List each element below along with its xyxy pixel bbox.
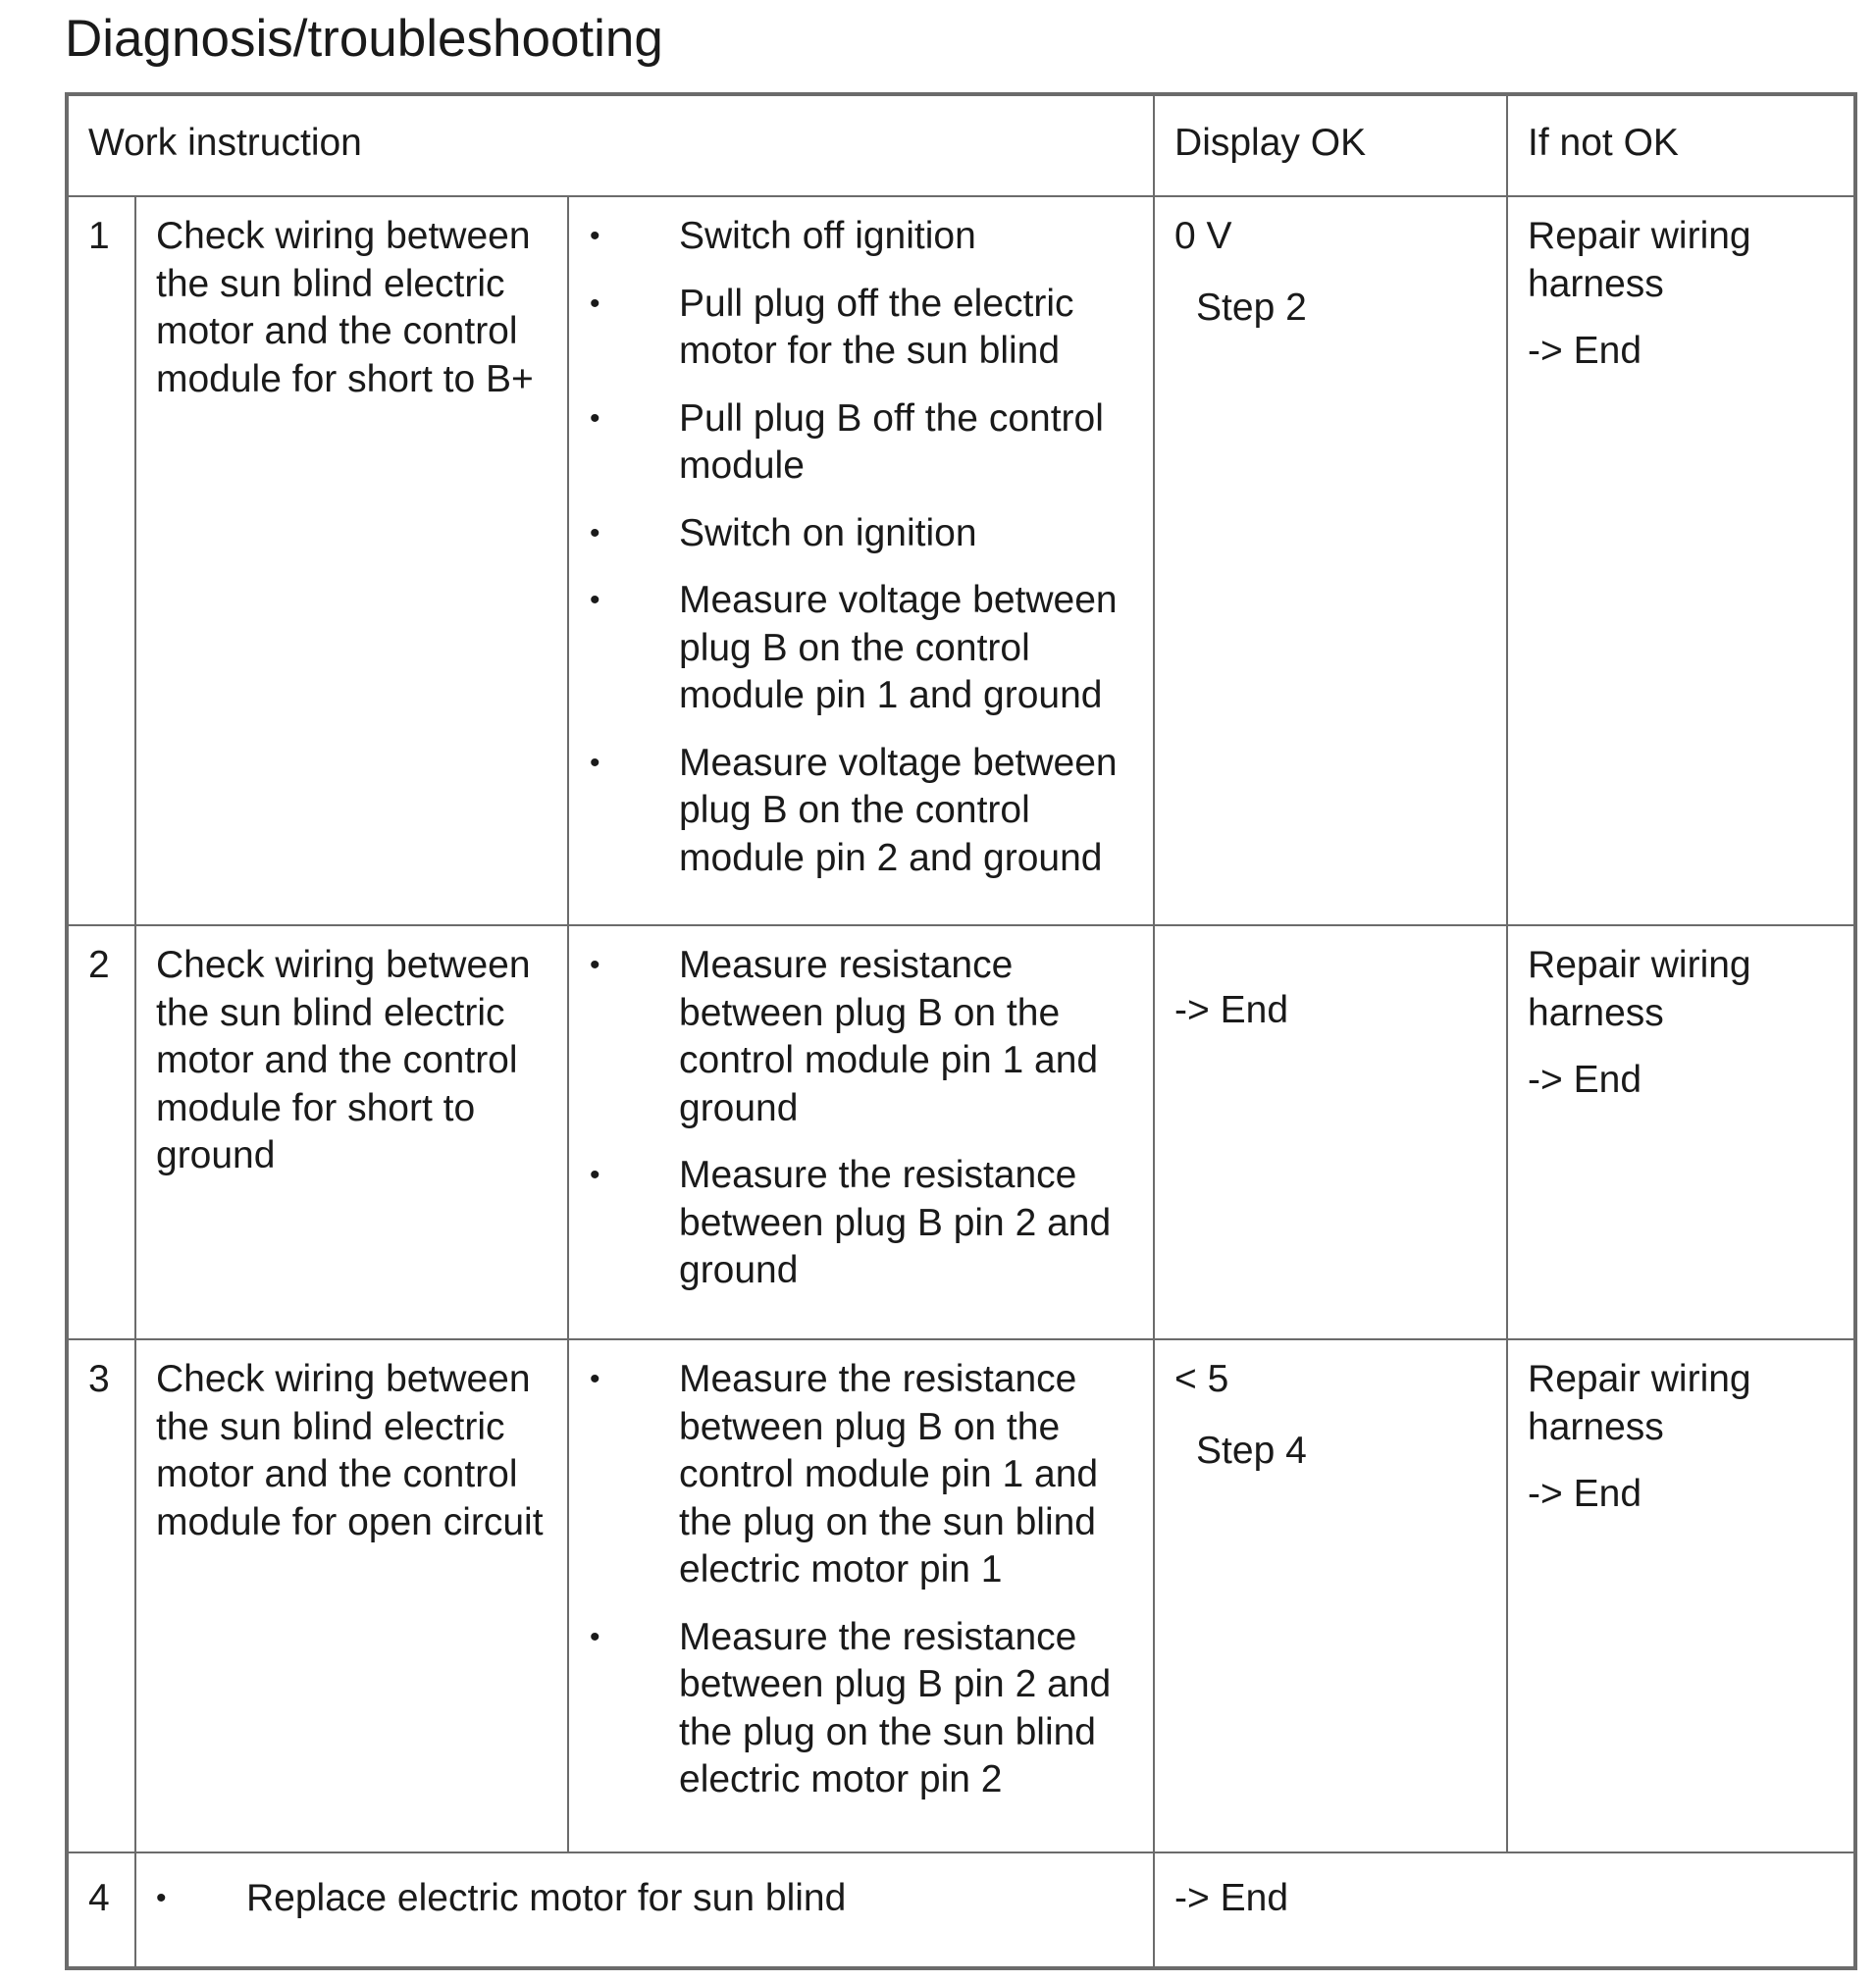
- table-row: [67, 1852, 1855, 1968]
- display-ok-value: -> End: [1174, 1877, 1289, 1919]
- action-text: Pull plug B off the control module: [679, 396, 1104, 487]
- step-actions: [568, 196, 1154, 925]
- if-not-ok-action: Repair wiring harness: [1528, 1358, 1751, 1448]
- action-item: [589, 213, 1133, 261]
- display-ok-value: 0 V: [1174, 215, 1232, 257]
- header-work-instruction: Work instruction: [67, 94, 1154, 196]
- if-not-ok-action: Repair wiring harness: [1528, 215, 1751, 305]
- display-ok-next: Step 4: [1196, 1429, 1307, 1472]
- display-ok-cell: [1154, 925, 1507, 1339]
- action-item: [589, 395, 1133, 491]
- action-text: Measure voltage between plug B on the control module pin 1 and ground: [679, 579, 1118, 716]
- action-text: Switch on ignition: [679, 511, 977, 554]
- action-text: Measure voltage between plug B on the control module pin 2 and ground: [679, 741, 1118, 879]
- bullet-icon: •: [590, 1159, 600, 1191]
- bullet-icon: •: [590, 1620, 600, 1653]
- if-not-ok-next: -> End: [1528, 330, 1642, 372]
- action-text: Measure resistance between plug B on the control module pin 1 and ground: [679, 944, 1099, 1129]
- table-row: [67, 196, 1855, 925]
- if-not-ok-action: Repair wiring harness: [1528, 944, 1751, 1034]
- bullet-icon: •: [590, 220, 600, 252]
- display-ok-cell: [1154, 1339, 1507, 1852]
- bullet-icon: •: [590, 584, 600, 616]
- display-ok-cell: [1154, 1852, 1855, 1968]
- if-not-ok-next: -> End: [1528, 1473, 1642, 1515]
- step-number: 4: [67, 1852, 135, 1968]
- action-item: [589, 1614, 1133, 1804]
- action-text: Measure the resistance between plug B pin 2 and the plug on the sun blind electric motor pin 2: [679, 1615, 1112, 1800]
- table-row: [67, 1339, 1855, 1852]
- action-item: [589, 942, 1133, 1132]
- display-ok-value: < 5: [1174, 1358, 1229, 1400]
- display-ok-next: Step 2: [1196, 286, 1307, 329]
- action-item: [589, 281, 1133, 376]
- step-description: Check wiring between the sun blind electric motor and the control module for short to ground: [135, 925, 568, 1339]
- display-ok-cell: [1154, 196, 1507, 925]
- step-number: 1: [67, 196, 135, 925]
- action-text: Measure the resistance between plug B pin 2 and ground: [679, 1154, 1112, 1291]
- step-number: 2: [67, 925, 135, 1339]
- bullet-icon: •: [590, 401, 600, 435]
- step-actions: [568, 925, 1154, 1339]
- action-text: Replace electric motor for sun blind: [246, 1877, 847, 1919]
- action-text: Measure the resistance between plug B on the control module pin 1 and the plug on the sun blind electric motor pin 1: [679, 1358, 1099, 1591]
- step-number: 3: [67, 1339, 135, 1852]
- action-item: [589, 740, 1133, 883]
- action-item: [156, 1875, 1133, 1923]
- bullet-icon: •: [590, 516, 600, 549]
- action-item: [589, 1356, 1133, 1594]
- bullet-icon: •: [590, 746, 600, 779]
- header-display-ok: Display OK: [1154, 94, 1507, 196]
- action-item: [589, 577, 1133, 720]
- action-item: [589, 510, 1133, 558]
- action-text: Switch off ignition: [679, 215, 976, 257]
- diagnosis-table: [65, 92, 1857, 1970]
- if-not-ok-cell: [1507, 1339, 1855, 1852]
- action-item: [589, 1152, 1133, 1295]
- table-row: [67, 925, 1855, 1339]
- bullet-icon: •: [590, 287, 600, 320]
- action-text: Pull plug off the electric motor for the sun blind: [679, 282, 1074, 372]
- step-actions: [568, 1339, 1154, 1852]
- bullet-icon: •: [156, 1882, 167, 1914]
- bullet-icon: •: [590, 949, 600, 981]
- page-title: Diagnosis/troubleshooting: [65, 10, 663, 68]
- display-ok-value: -> End: [1174, 989, 1289, 1031]
- step-description: Check wiring between the sun blind electric motor and the control module for short to B+: [135, 196, 568, 925]
- bullet-icon: •: [590, 1363, 600, 1395]
- if-not-ok-cell: [1507, 196, 1855, 925]
- if-not-ok-next: -> End: [1528, 1059, 1642, 1101]
- table-header-row: [67, 94, 1855, 196]
- header-if-not-ok: If not OK: [1507, 94, 1855, 196]
- step-description: Check wiring between the sun blind electric motor and the control module for open circuit: [135, 1339, 568, 1852]
- step-actions: [135, 1852, 1154, 1968]
- if-not-ok-cell: [1507, 925, 1855, 1339]
